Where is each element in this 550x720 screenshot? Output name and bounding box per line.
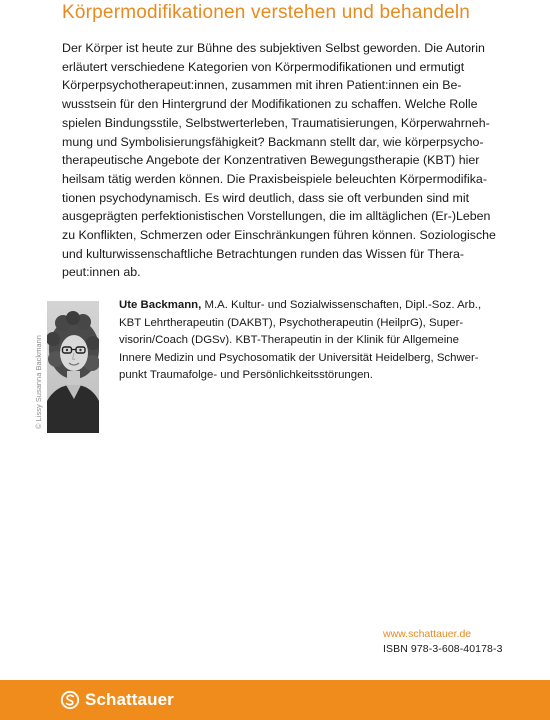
bio-line: punkt Traumafolge- und Persönlichkeitsstörungen.: [119, 369, 373, 382]
back-cover-headline: Körpermodifikationen verstehen und behandeln: [62, 2, 471, 23]
bio-line: [119, 297, 539, 315]
blurb-line: Der Körper ist heute zur Bühne des subjektiven Selbst geworden. Die Autorin: [62, 41, 485, 55]
blurb-line: tionen psychodynamisch. Es wird deutlich, dass sie oft verbunden sind mit: [62, 190, 470, 205]
author-name: Ute Backmann,: [119, 299, 202, 311]
blurb-line: Körperpsychotherapeut:innen, zusammen mit ihren Patient:innen ein Be-: [62, 78, 462, 93]
bio-line-rest: M.A. Kultur- und Sozialwissenschaften, Dipl.-Soz. Arb.,: [201, 299, 482, 311]
publisher-logo: [60, 688, 174, 712]
author-portrait-image: [47, 301, 99, 433]
blurb-line: und kulturwissenschaftliche Betrachtungen runden das Wissen für Thera-: [62, 246, 464, 261]
photo-credit: [28, 301, 43, 429]
publisher-website[interactable]: www.schattauer.de: [383, 628, 472, 640]
publisher-footer-bar: [0, 680, 550, 720]
author-portrait: [47, 301, 99, 433]
publisher-name: Schattauer: [85, 690, 174, 709]
author-bio: [119, 297, 539, 385]
blurb-line: peut:innen ab.: [62, 265, 141, 280]
blurb-line: mung und Symbolisierungsfähigkeit? Backmann stellt dar, wie körperpsycho-: [62, 134, 484, 149]
blurb-line: erläutert verschiedene Kategorien von Körpermodifikationen und ermutigt: [62, 59, 465, 74]
blurb-line: spielen Bindungsstile, Selbstwerterleben, Traumatisierungen, Körperwahrneh-: [62, 115, 490, 130]
blurb-line: heilsam tätig werden können. Die Praxisbeispiele beleuchten Körpermodifika-: [62, 171, 487, 186]
blurb-line: ausgeprägten perfektionistischen Vorstellungen, die im alltäglichen (Er-)Leben: [62, 209, 491, 224]
photo-credit-text: © Lissy Susanna Backmann: [34, 335, 43, 429]
blurb-line: zu Konflikten, Schmerzen oder Einschränkungen führen können. Soziologische: [62, 228, 496, 243]
bio-line: Innere Medizin und Psychosomatik der Universität Heidelberg, Schwer-: [119, 351, 479, 364]
isbn-number: ISBN 978-3-608-40178-3: [383, 643, 503, 655]
schattauer-logo-icon: [60, 690, 80, 710]
bio-line: visorin/Coach (DGSv). KBT-Therapeutin in der Klinik für Allgemeine: [119, 334, 459, 347]
book-blurb: [62, 39, 506, 282]
bio-line: KBT Lehrtherapeutin (DAKBT), Psychotherapeutin (HeilprG), Super-: [119, 316, 464, 329]
blurb-line: wusstsein für den Hintergrund der Modifikationen zu schaffen. Welche Rolle: [62, 97, 478, 112]
blurb-line: therapeutische Angebote der Konzentrativen Bewegungstherapie (KBT) hier: [62, 153, 480, 168]
